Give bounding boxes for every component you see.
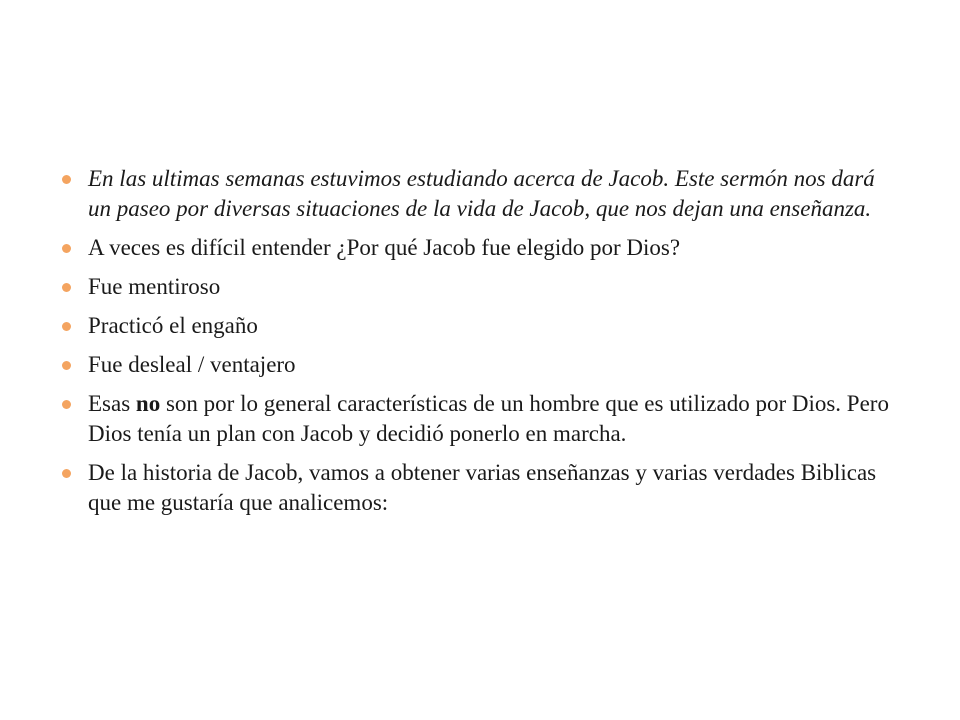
bullet-item xyxy=(60,311,900,341)
bullet-item xyxy=(60,389,900,449)
bullet-text: A veces es difícil entender ¿Por qué Jacob fue elegido por Dios? xyxy=(88,235,681,260)
bullet-item xyxy=(60,350,900,380)
bullet-item xyxy=(60,272,900,302)
bullet-item xyxy=(60,458,900,518)
bullet-text-before: Esas xyxy=(88,391,136,416)
bullet-text-emphasis: no xyxy=(135,391,161,416)
bullet-item xyxy=(60,164,900,224)
bullet-dot-icon xyxy=(62,322,71,331)
bullet-list xyxy=(60,164,900,527)
bullet-text-after: son por lo general características de un hombre que es utilizado por Dios. Pero Dios tenía un plan con Jacob y decidió ponerlo en marcha. xyxy=(88,391,889,446)
bullet-dot-icon xyxy=(62,283,71,292)
bullet-text: De la historia de Jacob, vamos a obtener varias enseñanzas y varias verdades Biblicas que me gustaría que analicemos: xyxy=(88,460,877,515)
bullet-dot-icon xyxy=(62,361,71,370)
bullet-text: Fue desleal / ventajero xyxy=(88,352,296,377)
bullet-dot-icon xyxy=(62,469,71,478)
bullet-item xyxy=(60,233,900,263)
bullet-dot-icon xyxy=(62,175,71,184)
bullet-text: Fue mentiroso xyxy=(88,274,221,299)
bullet-text: En las ultimas semanas estuvimos estudiando acerca de Jacob. Este sermón nos dará un paseo por diversas situaciones de la vida de Jacob, que nos dejan una enseñanza. xyxy=(88,166,875,221)
bullet-dot-icon xyxy=(62,400,71,409)
bullet-dot-icon xyxy=(62,244,71,253)
bullet-text: Practicó el engaño xyxy=(88,313,258,338)
